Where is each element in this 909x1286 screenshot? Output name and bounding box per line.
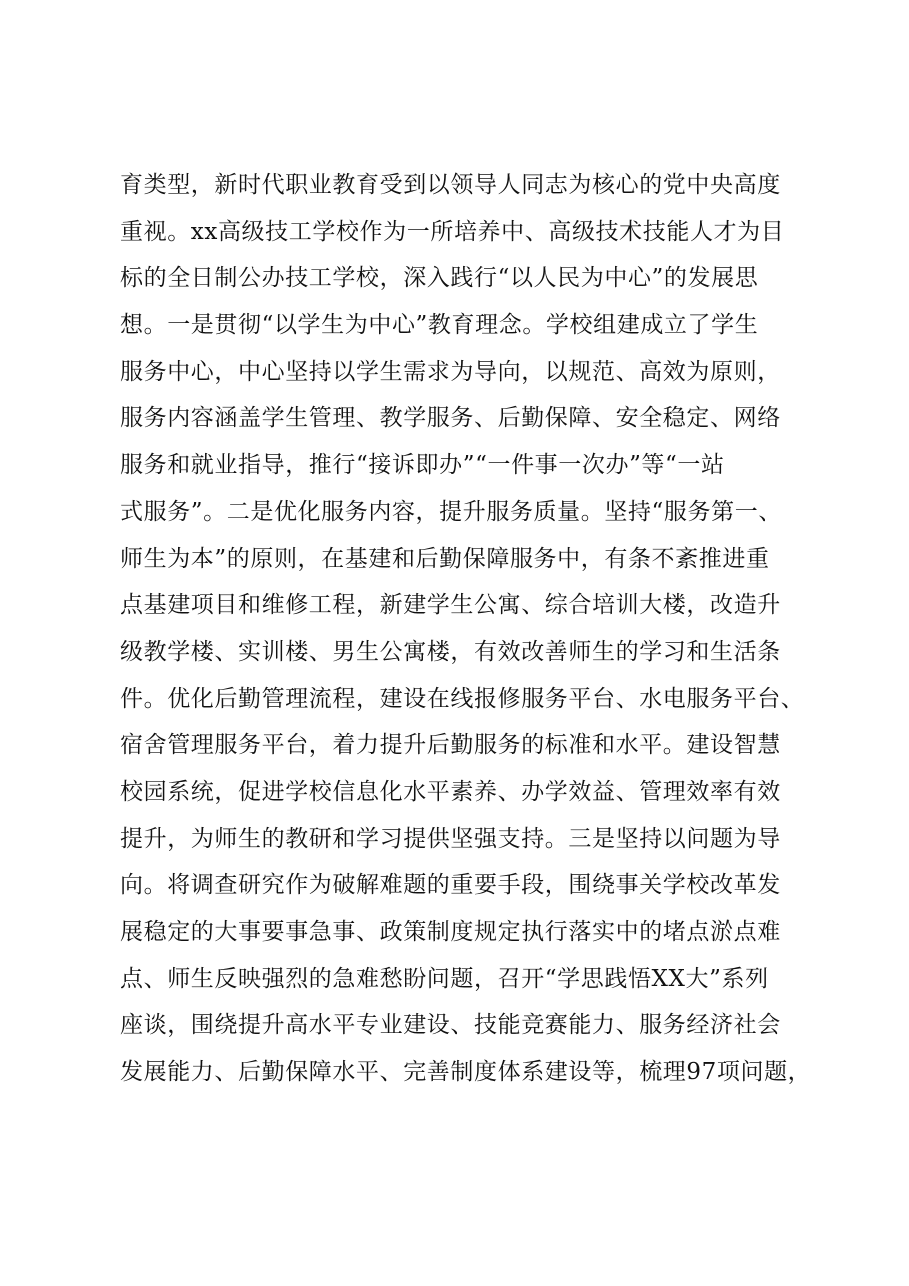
text-line-6: 服务内容涵盖学生管理、教学服务、后勤保障、安全稳定、网络 bbox=[120, 405, 781, 432]
text-line-20: 发展能力、后勤保障水平、完善制度体系建设等，梳理97项问题， bbox=[120, 1059, 812, 1086]
text-line-18: 点、师生反映强烈的急难愁盼问题，召开“学思践悟XX大”系列 bbox=[120, 965, 769, 992]
text-line-13: 宿舍管理服务平台，着力提升后勤服务的标准和水平。建设智慧 bbox=[120, 732, 781, 759]
text-line-2: 重视。xx高级技工学校作为一所培养中、高级技术技能人才为目 bbox=[120, 218, 785, 245]
text-line-11: 级教学楼、实训楼、男生公寓楼，有效改善师生的学习和生活条 bbox=[120, 638, 781, 665]
text-line-1: 育类型，新时代职业教育受到以领导人同志为核心的党中央高度 bbox=[120, 172, 781, 198]
text-line-9: 师生为本”的原则，在基建和后勤保障服务中，有条不紊推进重 bbox=[120, 545, 770, 572]
text-line-7: 服务和就业指导，推行“接诉即办”“一件事一次办”等“一站 bbox=[120, 452, 725, 479]
text-line-12: 件。优化后勤管理流程，建设在线报修服务平台、水电服务平台、 bbox=[120, 685, 805, 712]
text-line-17: 展稳定的大事要事急事、政策制度规定执行落实中的堵点淤点难 bbox=[120, 919, 781, 945]
text-line-8: 式服务”。二是优化服务内容，提升服务质量。坚持“服务第一、 bbox=[120, 498, 782, 525]
text-line-10: 点基建项目和维修工程，新建学生公寓、综合培训大楼，改造升 bbox=[120, 592, 781, 619]
text-line-5: 服务中心，中心坚持以学生需求为导向，以规范、高效为原则， bbox=[120, 358, 781, 385]
text-line-3: 标的全日制公办技工学校，深入践行“以人民为中心”的发展思 bbox=[120, 265, 759, 292]
body-text bbox=[120, 162, 820, 1096]
text-line-14: 校园系统，促进学校信息化水平素养、办学效益、管理效率有效 bbox=[120, 778, 781, 805]
text-line-15: 提升，为师生的教研和学习提供坚强支持。三是坚持以问题为导 bbox=[120, 825, 781, 852]
text-line-16: 向。将调查研究作为破解难题的重要手段，围绕事关学校改革发 bbox=[120, 872, 781, 899]
text-line-19: 座谈，围绕提升高水平专业建设、技能竞赛能力、服务经济社会 bbox=[120, 1012, 781, 1039]
text-line-4: 想。一是贯彻“以学生为中心”教育理念。学校组建成立了学生 bbox=[120, 312, 759, 339]
